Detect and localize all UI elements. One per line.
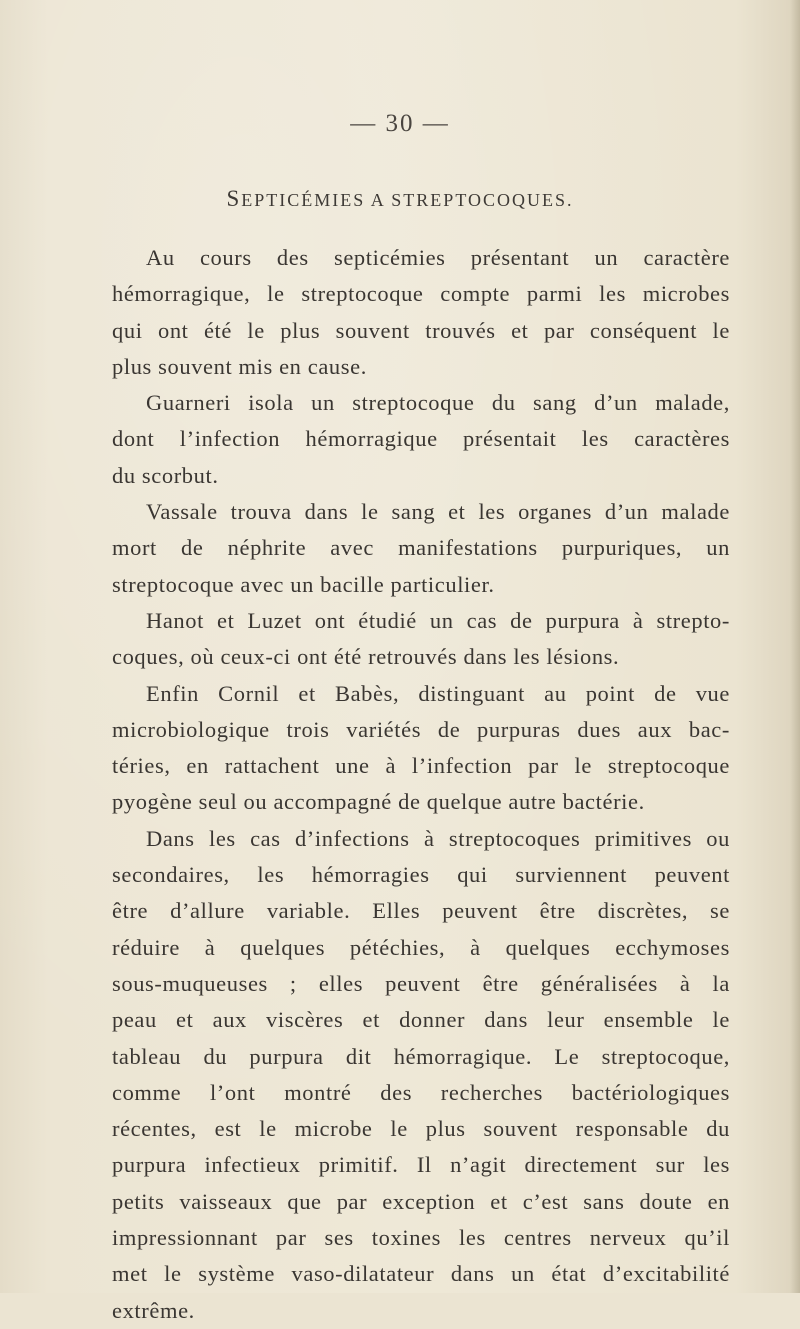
page-number: — 30 — [350,110,450,137]
chapter-title-initial: S [226,186,242,211]
paragraph-1-line-4: plus souvent mis en cause. [112,353,367,379]
paragraph-3-line-1: Vassale trouva dans le sang et les organes d’un malade [146,499,730,525]
paragraph-6-line-2: secondaires, les hémorragies qui surviennent peuvent [112,862,730,888]
paragraph-6-line-12: impressionnant par ses toxines les centres nerveux qu’il [112,1225,730,1251]
chapter-title [0,186,800,212]
paragraph-4-line-2: coques, où ceux-ci ont été retrouvés dans les lésions. [112,644,620,670]
paragraph-1-line-3: qui ont été le plus souvent trouvés et par conséquent le [112,317,730,343]
paragraph-6-line-10: purpura infectieux primitif. Il n’agit directement sur les [112,1152,730,1178]
paragraph-6-line-14: extrême. [112,1297,195,1323]
paragraph-5-line-4: pyogène seul ou accompagné de quelque autre bactérie. [112,789,645,815]
paragraph-4-line-1: Hanot et Luzet ont étudié un cas de purpura à strepto- [146,607,730,633]
paragraph-6-line-7: tableau du purpura dit hémorragique. Le streptocoque, [112,1043,730,1069]
paragraph-1-line-2: hémorragique, le streptocoque compte parmi les microbes [112,281,730,307]
paragraph-6-line-8: comme l’ont montré des recherches bactériologiques [112,1079,730,1105]
paragraph-6-line-3: être d’allure variable. Elles peuvent être discrètes, se [112,898,730,924]
paragraph-6-line-9: récentes, est le microbe le plus souvent responsable du [112,1116,730,1142]
paragraph-3-line-3: streptocoque avec un bacille particulier. [112,571,495,597]
paragraph-6-line-13: met le système vaso-dilatateur dans un état d’excitabilité [112,1261,730,1287]
paragraph-6-line-4: réduire à quelques pétéchies, à quelques ecchymoses [112,934,730,960]
paragraph-6-line-5: sous-muqueuses ; elles peuvent être généralisées à la [112,970,730,996]
paragraph-5-line-2: microbiologique trois variétés de purpuras dues aux bac- [112,716,730,742]
chapter-title-rest: EPTICÉMIES A STREPTOCOQUES. [241,190,574,210]
paragraph-6-line-6: peau et aux viscères et donner dans leur ensemble le [112,1007,730,1033]
paragraph-3-line-2: mort de néphrite avec manifestations purpuriques, un [112,535,730,561]
paragraph-6-line-1: Dans les cas d’infections à streptocoques primitives ou [146,825,730,851]
paragraph-2-line-2: dont l’infection hémorragique présentait les caractères [112,426,730,452]
paragraph-1-line-1: Au cours des septicémies présentant un caractère [146,245,730,270]
paragraph-5-line-3: téries, en rattachent une à l’infection par le streptocoque [112,753,730,779]
paragraph-5-line-1: Enfin Cornil et Babès, distinguant au point de vue [146,680,730,706]
paragraph-2-line-3: du scorbut. [112,462,219,488]
paragraph-6-line-11: petits vaisseaux que par exception et c’est sans doute en [112,1188,730,1214]
body-text [112,240,730,1329]
paragraph-2-line-1: Guarneri isola un streptocoque du sang d’un malade, [146,390,730,416]
